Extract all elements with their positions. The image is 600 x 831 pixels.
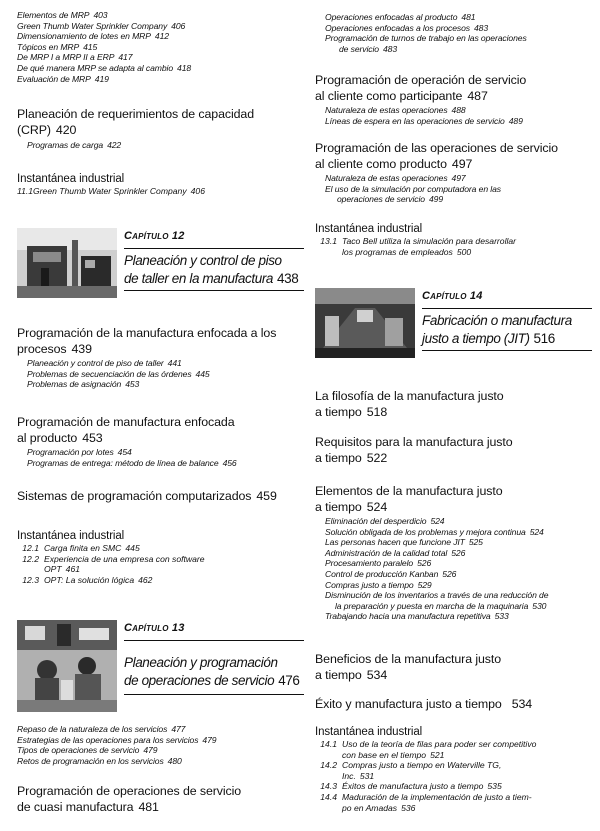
chapter-label: Capítulo 13 xyxy=(124,622,185,634)
chapter-rule-top xyxy=(124,248,304,249)
toc-section-crp xyxy=(17,107,254,151)
chapter-12-block[interactable] xyxy=(17,228,300,298)
snapshot-item-cont[interactable]: los programas de empleados 500 xyxy=(342,246,472,257)
chapter-13-block[interactable] xyxy=(17,620,300,712)
toc-subentry[interactable]: Líneas de espera en las operaciones de servicio 489 xyxy=(325,115,523,126)
chapter-14-block[interactable] xyxy=(315,288,600,358)
section-heading[interactable]: al producto 453 xyxy=(17,430,103,445)
snapshot-item[interactable]: 11.1Green Thumb Water Sprinkler Company 406 xyxy=(17,186,205,196)
toc-section-producto xyxy=(315,141,558,205)
toc-subentry[interactable]: Programación por lotes 454 xyxy=(27,447,132,457)
toc-section-participante xyxy=(315,73,526,126)
toc-subentry[interactable]: Dimensionamiento de lotes en MRP 412 xyxy=(17,31,169,42)
section-heading[interactable]: procesos 439 xyxy=(17,341,92,356)
toc-subentry[interactable]: El uso de la simulación por computadora en las xyxy=(325,183,501,194)
toc-section-beneficios xyxy=(315,652,501,683)
section-heading[interactable]: (CRP) 420 xyxy=(17,122,77,137)
toc-section-cuasi xyxy=(17,784,241,815)
toc-subentry[interactable]: Naturaleza de estas operaciones 488 xyxy=(325,105,466,115)
toc-section-elementos xyxy=(315,484,548,622)
section-heading[interactable]: a tiempo 518 xyxy=(315,404,388,419)
section-heading[interactable]: La filosofía de la manufactura justo xyxy=(315,389,504,403)
snapshot-item-cont[interactable]: Inc. 531 xyxy=(342,770,375,781)
section-heading[interactable]: a tiempo 524 xyxy=(315,499,388,514)
toc-section-prog-procesos xyxy=(17,326,276,390)
section-heading[interactable]: Éxito y manufactura justo a tiempo 534 xyxy=(315,697,533,711)
section-heading[interactable]: Programación de manufactura enfocada xyxy=(17,415,235,429)
toc-section-sistemas xyxy=(17,489,277,505)
toc-subentry[interactable]: Tópicos en MRP 415 xyxy=(17,41,98,52)
toc-subentry[interactable]: Problemas de asignación 453 xyxy=(27,379,140,390)
chapter-rule-bottom xyxy=(124,694,304,695)
toc-subentry[interactable]: Retos de programación en los servicios 480 xyxy=(17,755,182,766)
section-heading[interactable]: Sistemas de programación computarizados 459 xyxy=(17,489,277,503)
toc-subentry[interactable]: Programas de entrega: método de línea de balance 456 xyxy=(27,457,237,468)
section-heading[interactable]: a tiempo 522 xyxy=(315,450,388,465)
industry-snapshot xyxy=(17,172,205,197)
toc-subentry[interactable]: Procesamiento paralelo 526 xyxy=(325,558,432,569)
chapter-14-photo xyxy=(315,288,415,358)
toc-subentry[interactable]: Evaluación de MRP 419 xyxy=(17,73,109,84)
toc-subentry[interactable]: De MRP I a MRP II a ERP 417 xyxy=(17,52,133,63)
snapshot-title: Instantánea industrial xyxy=(315,726,423,738)
section-heading[interactable]: Elementos de la manufactura justo xyxy=(315,484,503,498)
section-heading[interactable]: Programación de operación de servicio xyxy=(315,73,527,87)
snapshot-item-cont[interactable]: OPT 461 xyxy=(44,564,81,575)
section-heading[interactable]: Programación de las operaciones de servicio xyxy=(315,141,558,155)
snapshot-item[interactable]: 14.3 Éxitos de manufactura justo a tiempo 535 xyxy=(320,781,502,792)
section-heading[interactable]: Planeación de requerimientos de capacidad xyxy=(17,107,254,121)
snapshot-item-cont[interactable]: po en Amadas 536 xyxy=(342,802,416,813)
toc-subentry[interactable]: Trabajando hacia una manufactura repetitiva 533 xyxy=(325,611,509,622)
toc-subentry[interactable]: Planeación y control de piso de taller 441 xyxy=(27,358,182,368)
mrp-subtopics xyxy=(17,10,191,84)
toc-subentry-cont[interactable]: operaciones de servicio 499 xyxy=(337,194,444,205)
section-heading[interactable]: Programación de la manufactura enfocada a los xyxy=(17,326,277,340)
toc-subentry[interactable]: Problemas de secuenciación de las órdenes 445 xyxy=(27,368,210,379)
toc-subentry-cont[interactable]: la preparación y puesta en marcha de la maquinaria 530 xyxy=(335,600,547,611)
section-heading[interactable]: a tiempo 534 xyxy=(315,667,388,682)
section-heading[interactable]: al cliente como producto 497 xyxy=(315,156,473,171)
toc-subentry[interactable]: Naturaleza de estas operaciones 497 xyxy=(325,173,466,183)
toc-subentry[interactable]: Programación de turnos de trabajo en las operaciones xyxy=(325,33,527,44)
section-heading[interactable]: Requisitos para la manufactura justo xyxy=(315,435,513,449)
toc-section-filosofia xyxy=(315,389,504,420)
snapshot-item-cont[interactable]: con base en el tiempo 521 xyxy=(342,749,445,760)
toc-section-prog-producto xyxy=(17,415,237,468)
section-heading[interactable]: al cliente como participante 487 xyxy=(315,88,488,103)
snapshot-title: Instantánea industrial xyxy=(17,173,125,185)
toc-subentry[interactable]: Elementos de MRP 403 xyxy=(17,10,108,20)
toc-section-requisitos xyxy=(315,435,513,466)
section-heading[interactable]: Beneficios de la manufactura justo xyxy=(315,652,502,666)
section-heading[interactable]: Programación de operaciones de servicio xyxy=(17,784,242,798)
service-subtopics xyxy=(17,724,216,766)
toc-subentry-cont[interactable]: de servicio 483 xyxy=(339,43,398,54)
chapter-title: Fabricación o manufactura justo a tiempo (JIT) 516 xyxy=(422,313,572,346)
industry-snapshot xyxy=(315,725,536,813)
chapter-13-photo xyxy=(17,620,117,712)
service-op-subtopics xyxy=(325,12,527,54)
chapter-label: Capítulo 12 xyxy=(124,230,185,242)
snapshot-title: Instantánea industrial xyxy=(315,223,423,235)
toc-subentry[interactable]: Programas de carga 422 xyxy=(27,140,122,150)
toc-subentry[interactable]: Estrategias de las operaciones para los servicios 479 xyxy=(17,734,217,745)
snapshot-item[interactable]: 12.1 Carga finita en SMC 445 xyxy=(22,543,140,553)
toc-subentry[interactable]: Green Thumb Water Sprinkler Company 406 xyxy=(17,20,186,31)
industry-snapshot xyxy=(315,222,516,257)
snapshot-item[interactable]: 12.2 Experiencia de una empresa con software xyxy=(22,553,205,564)
snapshot-item[interactable]: 14.1 Uso de la teoría de filas para poder ser competitivo xyxy=(320,739,537,749)
toc-subentry[interactable]: Solución obligada de los problemas y mejora continua 524 xyxy=(325,526,544,537)
snapshot-item[interactable]: 12.3 OPT: La solución lógica 462 xyxy=(22,574,153,585)
chapter-rule-top xyxy=(124,640,304,641)
toc-subentry[interactable]: De qué manera MRP se adapta al cambio 418 xyxy=(17,62,192,73)
toc-subentry[interactable]: Eliminación del desperdicio 524 xyxy=(325,516,445,526)
industry-snapshot xyxy=(17,529,205,585)
toc-section-exito xyxy=(315,697,532,713)
snapshot-title: Instantánea industrial xyxy=(17,530,125,542)
toc-subentry[interactable]: Disminución de los inventarios a través de una reducción de xyxy=(325,590,549,601)
snapshot-item[interactable]: 14.4 Maduración de la implementación de justo a tiem- xyxy=(320,791,532,802)
chapter-title: Planeación y control de piso de taller en la manufactura 438 xyxy=(124,253,299,286)
toc-subentry[interactable]: Control de producción Kanban 526 xyxy=(325,568,457,579)
section-heading[interactable]: de cuasi manufactura 481 xyxy=(17,799,159,814)
chapter-12-photo xyxy=(17,228,117,298)
toc-subentry[interactable]: Repaso de la naturaleza de los servicios 477 xyxy=(17,724,186,734)
chapter-label: Capítulo 14 xyxy=(422,290,483,302)
toc-subentry[interactable]: Operaciones enfocadas a los procesos 483 xyxy=(325,22,489,33)
chapter-rule-top xyxy=(422,308,592,309)
chapter-rule-bottom xyxy=(422,350,592,351)
toc-subentry[interactable]: Administración de la calidad total 526 xyxy=(325,547,466,558)
toc-subentry[interactable]: Las personas hacen que funcione JIT 525 xyxy=(325,537,483,548)
chapter-title: Planeación y programación de operaciones de servicio 476 xyxy=(124,655,300,688)
snapshot-item[interactable]: 14.2 Compras justo a tiempo en Waterville TG, xyxy=(320,760,502,771)
toc-subentry[interactable]: Compras justo a tiempo 529 xyxy=(325,579,432,590)
toc-subentry[interactable]: Tipos de operaciones de servicio 479 xyxy=(17,745,158,756)
toc-subentry[interactable]: Operaciones enfocadas al producto 481 xyxy=(325,12,476,22)
chapter-rule-bottom xyxy=(124,290,304,291)
snapshot-item[interactable]: 13.1 Taco Bell utiliza la simulación para desarrollar xyxy=(320,236,517,246)
